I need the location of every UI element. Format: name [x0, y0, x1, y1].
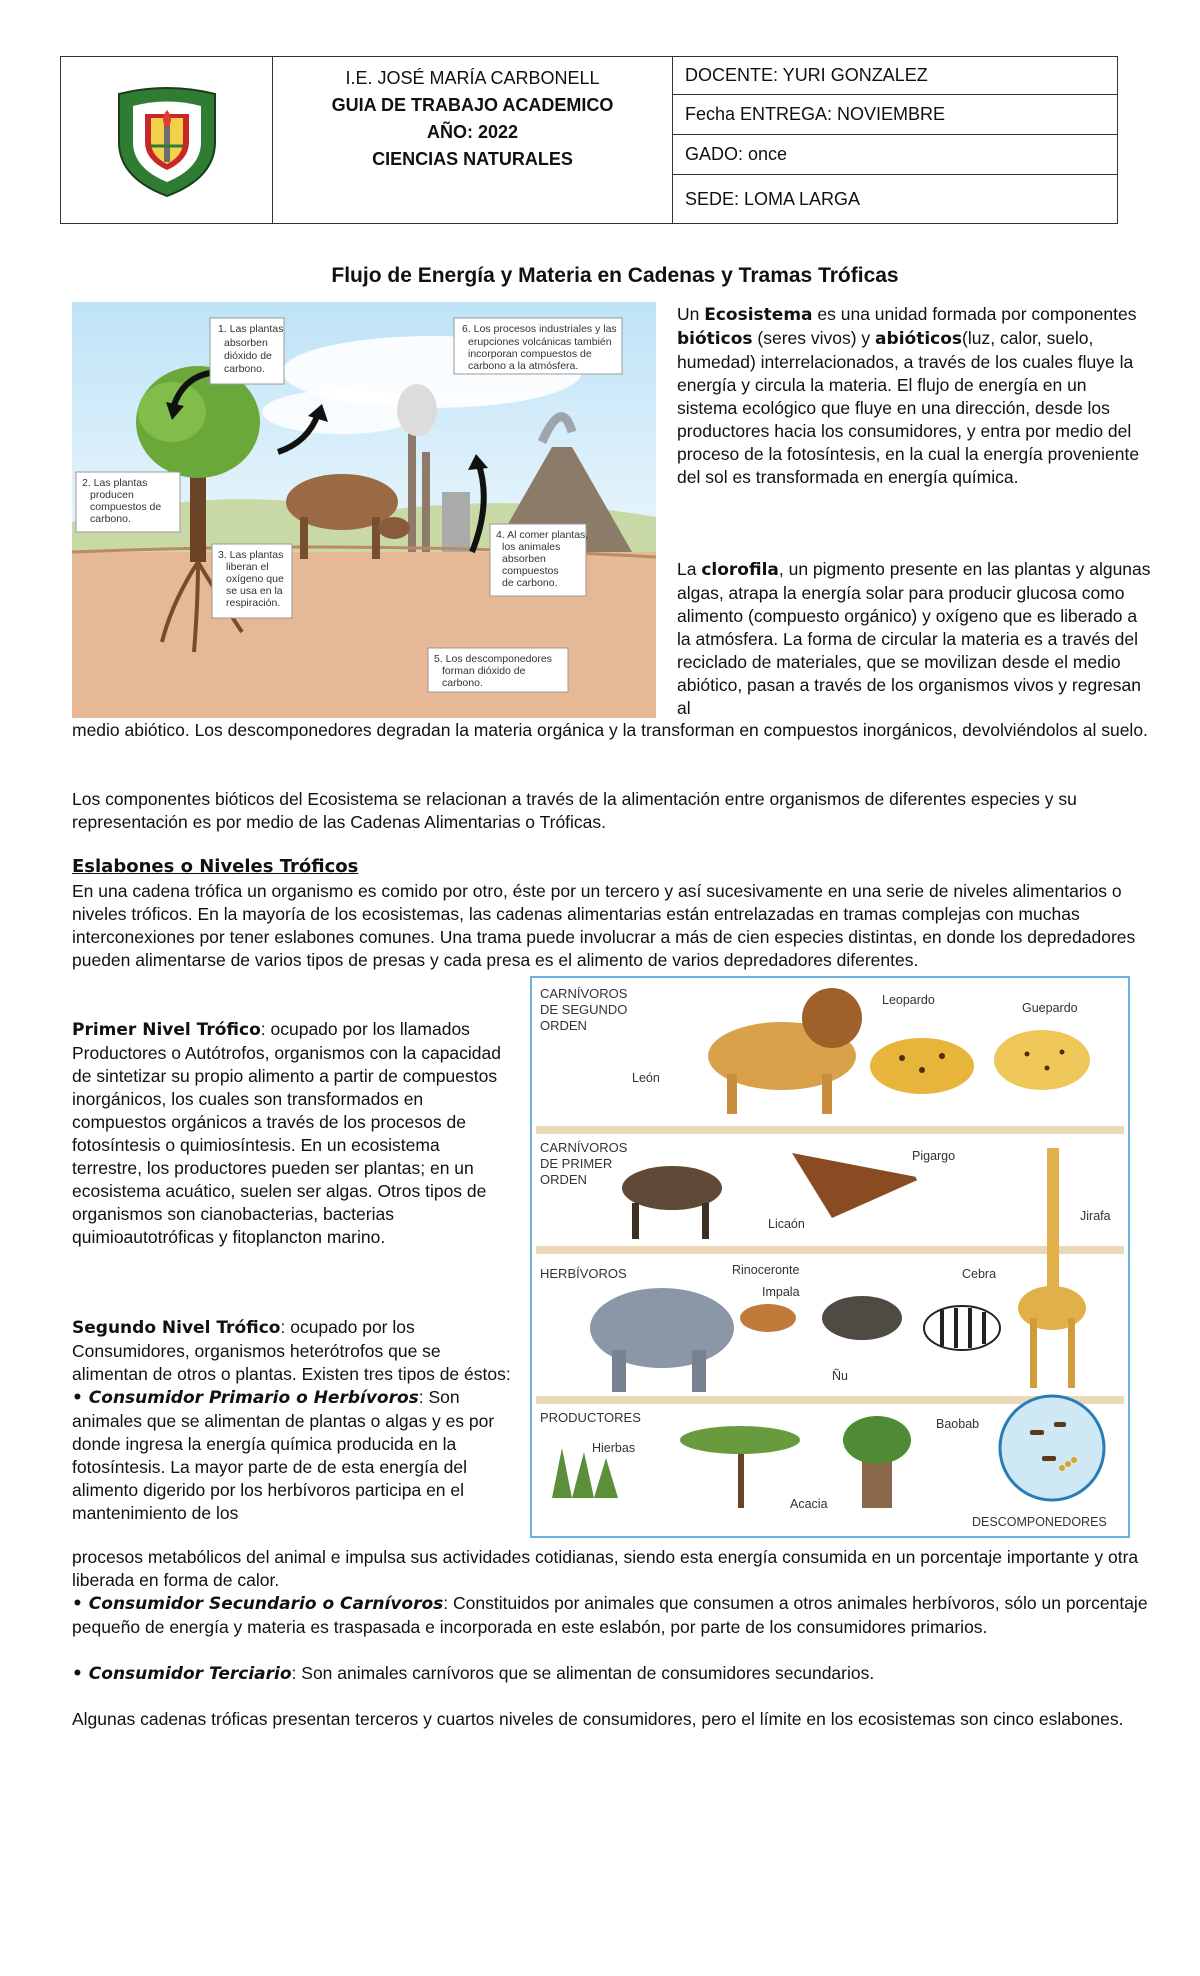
trophic-level-title: DE PRIMER [540, 1156, 613, 1171]
organism-label: Licaón [768, 1217, 805, 1231]
trophic-levels-figure [530, 976, 1130, 1538]
organism-label: Leopardo [882, 993, 935, 1007]
carbon-cycle-figure [72, 302, 656, 718]
carbon-cycle-label: carbono. [442, 677, 483, 689]
organism-label: Jirafa [1080, 1209, 1111, 1223]
trophic-level-title: PRODUCTORES [540, 1410, 641, 1425]
delivery-row: Fecha ENTREGA: NOVIEMBRE [673, 95, 1117, 135]
terciario-text: : Son animales carnívoros que se alimentan de consumidores secundarios. [291, 1663, 875, 1683]
trophic-level-title: ORDEN [540, 1172, 587, 1187]
info-cell [673, 57, 1117, 223]
herbivoros-text: : Son animales que se alimentan de plantas o algas y es por donde ingresa la energía química producida en la fotosíntesis. La mayor parte de de esta energía del alimento digerido por los herbívoros participa en el mantenimiento de los [72, 1387, 495, 1523]
organism-label: León [632, 1071, 660, 1085]
clorofila-term: clorofila [701, 560, 779, 580]
carbon-cycle-label: carbono. [90, 513, 131, 525]
decomposers-label: DESCOMPONEDORES [972, 1515, 1107, 1529]
primer-nivel-text: : ocupado por los llamados Productores o Autótrofos, organismos con la capacidad de sintetizar su propio alimento a partir de compuestos inorgánicos, los cuales son transformados en compuestos orgánicos a través de los procesos de fotosíntesis o quimiosíntesis. En un ecosistema terrestre, los productores pueden ser plantas; en un ecosistema acuático, suelen ser algas. Otros tipos de organismos son cianobacterias, bacterias quimioautotróficas y fitoplancton marino. [72, 1019, 501, 1247]
carbon-cycle-label: respiración. [226, 597, 281, 609]
segundo-nivel-heading: Segundo Nivel Trófico [72, 1318, 281, 1338]
clorofila-paragraph-continued: medio abiótico. Los descomponedores degradan la materia orgánica y la transforman en compuestos inorgánicos, devolviéndolos al suelo. [72, 720, 1148, 740]
carbon-cycle-label: erupciones volcánicas también [468, 336, 612, 348]
secundario-heading: • Consumidor Secundario o Carnívoros [72, 1594, 444, 1614]
grade-row: GADO: once [673, 135, 1117, 175]
page-title: Flujo de Energía y Materia en Cadenas y Tramas Tróficas [331, 264, 899, 287]
carbon-cycle-label: producen [90, 489, 134, 501]
carbon-cycle-label: 5. Los descomponedores [434, 653, 552, 665]
intro-part-3: (luz, calor, suelo, humedad) interrelacionados, a través de los cuales fluye la energía y circula la materia. El flujo de energía en un sistema ecológico que fluye en una dirección, desde los productores hacia los consumidores, y entra por medio del proceso de la fotosíntesis, en la cual la energía proveniente del sol es transformada en energía química. [677, 328, 1140, 487]
abioticos-term: abióticos [875, 329, 963, 349]
ecosistema-term: Ecosistema [704, 305, 813, 325]
organism-label: Baobab [936, 1417, 980, 1431]
bioticos-paragraph: Los componentes bióticos del Ecosistema se relacionan a través de la alimentación entre organismos de diferentes especies y su representación es por medio de las Cadenas Alimentarias o Tróficas. [72, 789, 1077, 832]
organism-label: Pigargo [912, 1149, 956, 1163]
guide-title: GUIA DE TRABAJO ACADEMICO [331, 95, 614, 115]
carbon-cycle-label: compuestos [502, 565, 559, 577]
trophic-level-title: ORDEN [540, 1018, 587, 1033]
secundario-text: : Constituidos por animales que consumen a otros animales herbívoros, sólo un porcentaje pequeño de energía y materia es traspasada e incorporada en este eslabón, por parte de los consumidores primarios. [72, 1593, 1148, 1637]
carbon-cycle-label: dióxido de [224, 350, 272, 362]
carbon-cycle-label: carbono. [224, 363, 265, 375]
primer-nivel-paragraph [72, 1018, 512, 1249]
carbon-cycle-label: incorporan compuestos de [468, 348, 592, 360]
carbon-cycle-illustration [72, 302, 656, 718]
carbon-cycle-label: 3. Las plantas [218, 549, 284, 561]
segundo-nivel-paragraph [72, 1316, 512, 1525]
year: AÑO: 2022 [426, 122, 519, 142]
intro-un: Un [677, 304, 705, 324]
trophic-level-title: DE SEGUNDO [540, 1002, 628, 1017]
carbon-cycle-label: 6. Los procesos industriales y las [462, 323, 617, 335]
carbon-cycle-label: 1. Las plantas [218, 323, 284, 335]
intro-part-1: es una unidad formada por componentes [812, 304, 1137, 324]
bioticos-term: bióticos [677, 329, 753, 349]
organism-label: Hierbas [592, 1441, 636, 1455]
logo-cell [61, 57, 273, 223]
organism-label: Guepardo [1022, 1001, 1078, 1015]
organism-label: Rinoceronte [732, 1263, 800, 1277]
carbon-cycle-label: forman dióxido de [442, 665, 526, 677]
organism-label: Impala [762, 1285, 800, 1299]
carbon-cycle-label: 4. Al comer plantas, [496, 529, 589, 541]
site-row: SEDE: LOMA LARGA [685, 188, 861, 209]
clorofila-paragraph [677, 558, 1151, 720]
subject: CIENCIAS NATURALES [372, 149, 573, 169]
terciario-paragraph [72, 1662, 1152, 1686]
carbon-cycle-label: compuestos de [90, 501, 162, 513]
carbon-cycle-label: de carbono. [502, 577, 558, 589]
clorofila-text-a: , un pigmento presente en las plantas y algunas algas, atrapa la energía solar para producir glucosa como alimento (compuesto orgánico) y oxígeno que es liberado a la atmósfera. La forma de circular la materia es a través del reciclado de materiales, que se movilizan desde el medio abiótico, pasan a través de los organismos vivos y regresan al [677, 559, 1151, 718]
school-name: I.E. JOSÉ MARÍA CARBONELL [345, 68, 600, 88]
trophic-levels-illustration [532, 978, 1128, 1536]
organism-label: Acacia [790, 1497, 828, 1511]
carbon-cycle-label: oxígeno que [226, 573, 284, 585]
trophic-level-title: CARNÍVOROS [540, 1140, 628, 1155]
herbivoros-text-continued: procesos metabólicos del animal e impulsa sus actividades cotidianas, siendo esta energía consumida en un porcentaje importante y otra liberada en forma de calor. [72, 1547, 1139, 1590]
organism-label: Ñu [832, 1369, 848, 1383]
trophic-level-title: CARNÍVOROS [540, 986, 628, 1001]
title-cell [273, 57, 673, 223]
carbon-cycle-label: absorben [502, 553, 546, 565]
carbon-cycle-label: liberan el [226, 561, 269, 573]
cadena-paragraph: En una cadena trófica un organismo es comido por otro, éste por un tercero y así sucesivamente en una serie de niveles alimentarios o niveles tróficos. En la mayoría de los ecosistemas, las cadenas alimentarias están entrelazadas en tramas complejas con muchas interconexiones por tener eslabones comunes. Una trama puede involucrar a más de cien especies distintas, en donde los depredadores pueden alimentarse de varios tipos de presas y cada presa es el alimento de varios depredadores diferentes. [72, 881, 1136, 970]
ecosystem-paragraph [677, 303, 1147, 489]
carbon-cycle-label: carbono a la atmósfera. [468, 360, 579, 372]
segundo-nivel-text: : ocupado por los Consumidores, organismos heterótrofos que se alimentan de otros o plantas. Existen tres tipos de éstos: [72, 1317, 511, 1384]
primer-nivel-heading: Primer Nivel Trófico [72, 1020, 261, 1040]
teacher-row: DOCENTE: YURI GONZALEZ [673, 57, 1117, 95]
eslabones-heading: Eslabones o Niveles Tróficos [72, 856, 359, 877]
school-crest-logo [107, 80, 227, 200]
secundario-paragraph [72, 1592, 1152, 1639]
header-table [60, 56, 1118, 224]
herbivoros-heading: • Consumidor Primario o Herbívoros [72, 1388, 419, 1408]
final-paragraph: Algunas cadenas tróficas presentan terceros y cuartos niveles de consumidores, pero el límite en los ecosistemas son cinco eslabones. [72, 1709, 1124, 1729]
carbon-cycle-label: se usa en la [226, 585, 283, 597]
trophic-level-title: HERBÍVOROS [540, 1266, 627, 1281]
carbon-cycle-label: 2. Las plantas [82, 477, 148, 489]
carbon-cycle-label: absorben [224, 337, 268, 349]
intro-part-2: (seres vivos) y [752, 328, 876, 348]
carbon-cycle-label: los animales [502, 541, 561, 553]
terciario-heading: • Consumidor Terciario [72, 1664, 292, 1684]
clorofila-la: La [677, 559, 702, 579]
organism-label: Cebra [962, 1267, 997, 1281]
